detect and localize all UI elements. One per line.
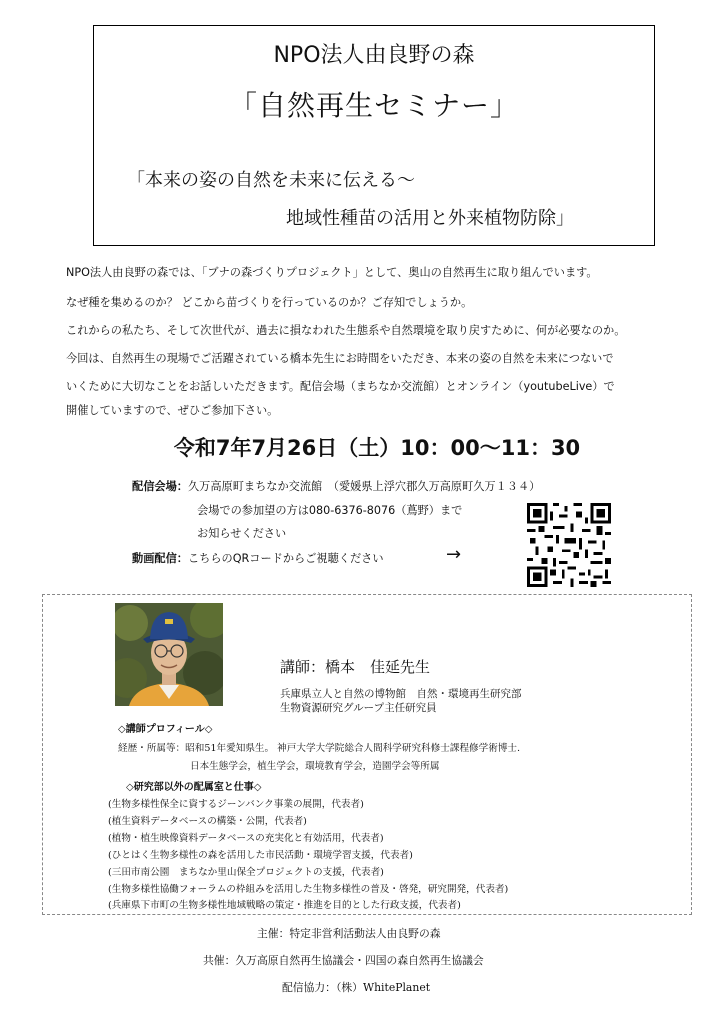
role-item: (ひとはく生物多様性の森を活用した市民活動・環境学習支援，代表者) bbox=[108, 850, 413, 861]
venue-line bbox=[132, 478, 540, 494]
intro-line: NPO法人由良野の森では、「ブナの森づくりプロジェクト」として、奥山の自然再生に取り組んでいます。 bbox=[66, 266, 598, 279]
title-box bbox=[93, 25, 655, 246]
role-item: (生物多様性保全に資するジーンバンク事業の展開，代表者) bbox=[108, 799, 364, 810]
qr-code[interactable] bbox=[527, 503, 611, 587]
intro-line: 今回は、自然再生の現場でご活躍されている橋本先生にお時間をいただき、本来の姿の自然を未来につないで bbox=[66, 352, 614, 365]
roles-heading: ◇研究部以外の配属室と仕事◇ bbox=[126, 782, 262, 793]
role-item: (植物・植生映像資料データベースの充実化と有効活用，代表者) bbox=[108, 833, 384, 844]
stream-value: こちらのQRコードからご視聴ください bbox=[187, 552, 384, 565]
profile-line2: 日本生態学会，植生学会，環境教育学会，造園学会等所属 bbox=[190, 761, 440, 772]
event-date: 令和7年7月26日（土）10：00～11：30 bbox=[173, 436, 581, 460]
intro-line: なぜ種を集めるのか？ どこから苗づくりを行っているのか？ご存知でしょうか。 bbox=[66, 296, 473, 309]
role-item: (生物多様性協働フォーラムの枠組みを活用した生物多様性の普及・啓発，研究開発，代表者) bbox=[108, 884, 509, 895]
seminar-title: 「自然再生セミナー」 bbox=[228, 89, 519, 122]
intro-line: 開催していますので、ぜひご参加下さい。 bbox=[66, 404, 279, 417]
role-item: (三田市南公園 まちなか里山保全プロジェクトの支援，代表者) bbox=[108, 867, 384, 878]
lecturer-affiliation1: 兵庫県立人と自然の博物館 自然・環境再生研究部 bbox=[280, 688, 522, 700]
subtitle-line2: 地域性種苗の活用と外来植物防除」 bbox=[286, 208, 574, 229]
stream-label: 動画配信： bbox=[132, 552, 188, 565]
lecturer-photo bbox=[115, 603, 223, 706]
profile-line1: 経歴・所属等：昭和51年愛知県生。 神戸大学大学院総合人間科学研究科修士課程修学術博士. bbox=[118, 743, 521, 754]
role-item: (植生資料データベースの構築・公開，代表者) bbox=[108, 816, 307, 827]
venue-value: 久万高原町まちなか交流館 （愛媛県上浮穴郡久万高原町久万１３４） bbox=[187, 480, 541, 493]
intro-line: これからの私たち、そして次世代が、過去に損なわれた生態系や自然環境を取り戻すために、何が必要なのか。 bbox=[66, 324, 626, 337]
subtitle-line1: 「本来の姿の自然を未来に伝える～ bbox=[127, 170, 415, 191]
footer-host: 主催：特定非営利活動法人由良野の森 bbox=[257, 927, 441, 940]
venue-note2: お知らせください bbox=[197, 527, 287, 540]
lecturer-name: 講師：橋本 佳延先生 bbox=[280, 658, 431, 676]
org-title: NPO法人由良野の森 bbox=[273, 43, 475, 68]
profile-heading: ◇講師プロフィール◇ bbox=[118, 724, 213, 735]
lecturer-affiliation2: 生物資源研究グループ主任研究員 bbox=[280, 702, 437, 714]
footer-cohost: 共催：久万高原自然再生協議会・四国の森自然再生協議会 bbox=[203, 954, 484, 967]
venue-note1: 会場での参加望の方は080-6376-8076（蔦野）まで bbox=[197, 504, 463, 517]
footer-cooperation: 配信協力：（株）WhitePlanet bbox=[282, 981, 431, 994]
stream-line bbox=[132, 550, 384, 566]
intro-line: いくために大切なことをお話しいただきます。配信会場（まちなか交流館）とオンライン（youtubeLive）で bbox=[66, 380, 615, 393]
arrow-right-icon: → bbox=[446, 544, 462, 565]
venue-label: 配信会場： bbox=[132, 480, 188, 493]
role-item: (兵庫県下市町の生物多様性地域戦略の策定・推進を目的とした行政支援，代表者) bbox=[108, 900, 461, 911]
